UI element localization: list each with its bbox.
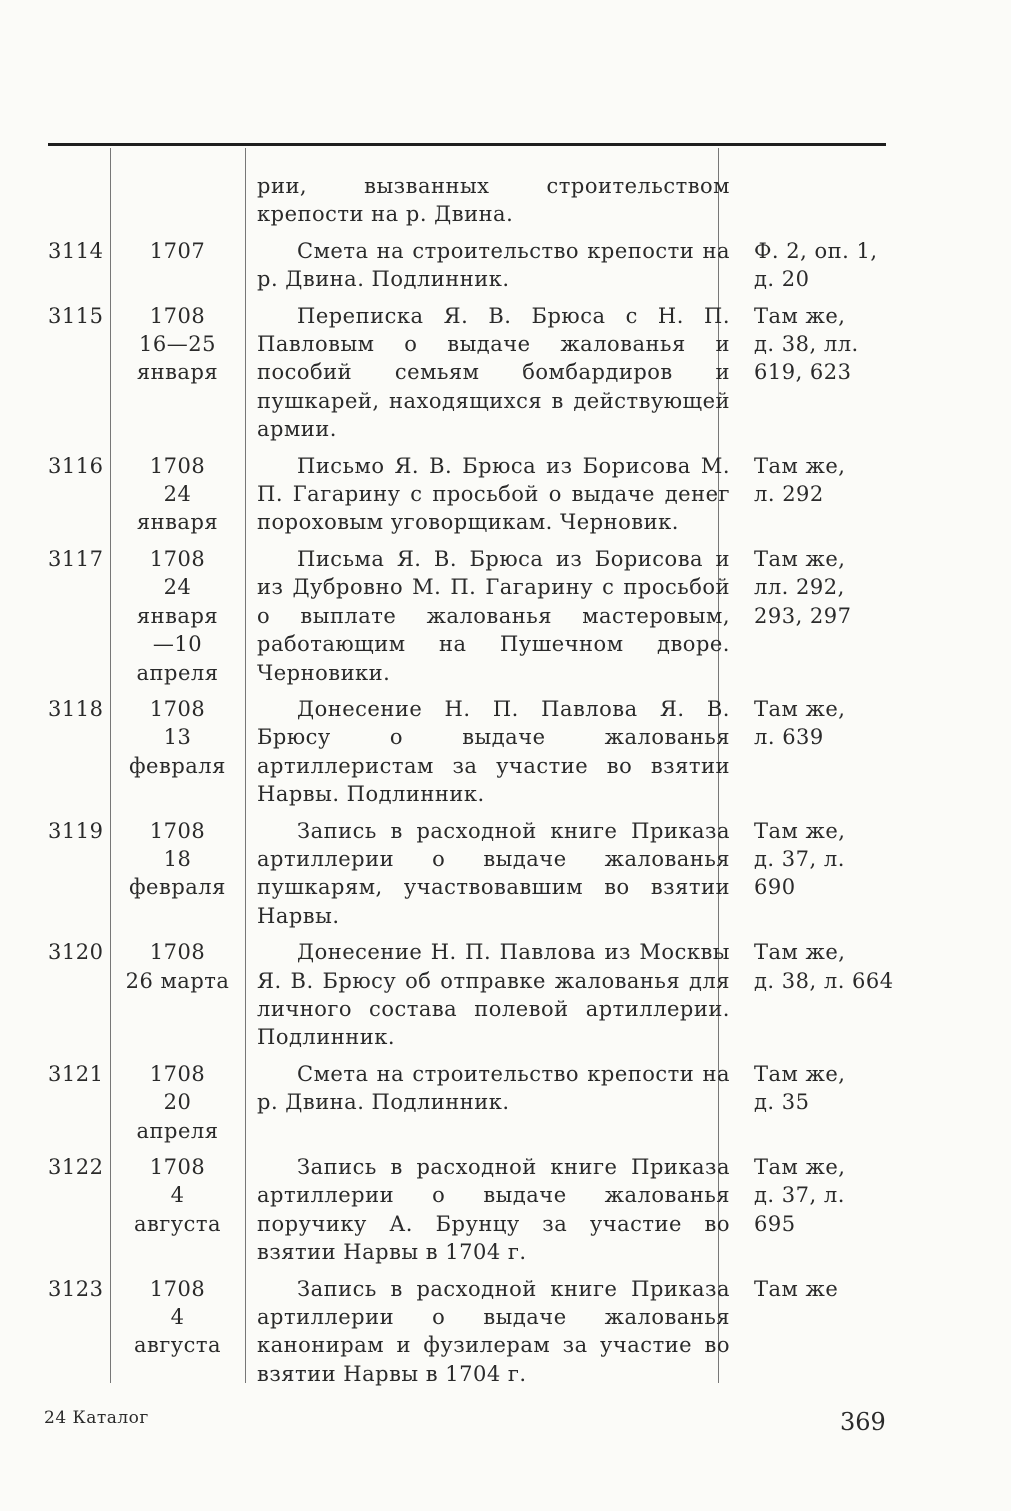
reference-line: 690 <box>754 875 796 900</box>
archive-reference <box>740 1275 922 1397</box>
entry-number: 3116 <box>48 453 104 478</box>
entry-date <box>110 1060 245 1153</box>
date-line: 26 марта <box>125 968 230 993</box>
description-text: Письма Я. В. Брюса из Борисова и из Дубровно М. П. Гагарину с просьбой о выплате жалованья мастеровым, работающим на Пушечном дворе. Черновики. <box>257 546 730 685</box>
catalog-entry <box>48 172 922 237</box>
reference-line: д. 20 <box>754 267 810 292</box>
date-line: 13 <box>163 725 192 750</box>
description-text: Письмо Я. В. Брюса из Борисова М. П. Гагарину с просьбой о выдаче денег пороховым уговорщикам. Черновик. <box>257 453 730 535</box>
entry-description <box>245 545 740 695</box>
reference-line: д. 38, л. 664 <box>754 968 894 993</box>
reference-line: д. 37, л. <box>754 1183 845 1208</box>
reference-line: Там же, <box>754 1061 846 1086</box>
archive-reference <box>740 817 922 939</box>
date-line: 20 <box>163 1090 192 1115</box>
entry-description <box>245 817 740 939</box>
entry-number: 3115 <box>48 303 104 328</box>
entry-description <box>245 1153 740 1275</box>
reference-line: Там же, <box>754 818 846 843</box>
reference-line: Ф. 2, оп. 1, <box>754 238 878 263</box>
entry-date <box>110 938 245 1060</box>
entry-number: 3117 <box>48 546 104 571</box>
reference-line: Там же, <box>754 940 846 965</box>
description-text: Переписка Я. В. Брюса с Н. П. Павловым о выдаче жалованья и пособий семьям бомбардиров и пушкарей, находящихся в действующей армии. <box>257 303 730 442</box>
reference-line: д. 37, л. <box>754 846 845 871</box>
description-text: Запись в расходной книге Приказа артиллерии о выдаче жалованья канонирам и фузилерам за участие во взятии Нарвы в 1704 г. <box>257 1276 730 1386</box>
date-line: февраля <box>129 875 226 900</box>
entry-number: 3114 <box>48 238 104 263</box>
archive-reference <box>740 452 922 545</box>
description-text: Смета на строительство крепости на р. Двина. Подлинник. <box>257 238 730 292</box>
reference-line: 293, 297 <box>754 603 852 628</box>
description-text: Запись в расходной книге Приказа артиллерии о выдаче жалованья пушкарям, участвовавшим во взятии Нарвы. <box>257 818 730 928</box>
catalog-entry <box>48 545 922 695</box>
reference-line: Там же, <box>754 1155 846 1179</box>
date-line: 1708 <box>149 1276 206 1301</box>
entry-description <box>245 1060 740 1153</box>
page-number: 369 <box>840 1408 886 1436</box>
entry-number: 3123 <box>48 1276 104 1301</box>
catalog-table <box>48 172 922 1396</box>
reference-line: Там же, <box>754 303 846 328</box>
top-rule <box>48 143 886 146</box>
description-text: Запись в расходной книге Приказа артиллерии о выдаче жалованья поручику А. Брунцу за участие во взятии Нарвы в 1704 г. <box>257 1155 730 1265</box>
entry-date <box>110 172 245 237</box>
entry-date <box>110 237 245 302</box>
catalog-entry <box>48 938 922 1060</box>
catalog-entry <box>48 1060 922 1153</box>
date-line: 1708 <box>149 303 206 328</box>
catalog-entry <box>48 695 922 817</box>
entry-date <box>110 817 245 939</box>
date-line: августа <box>133 1333 222 1358</box>
entry-date <box>110 695 245 817</box>
date-line: 1708 <box>149 1155 206 1179</box>
reference-line: л. 292 <box>754 482 824 507</box>
reference-line: л. 639 <box>754 725 824 750</box>
entry-number: 3120 <box>48 940 104 965</box>
date-line: 1707 <box>149 238 206 263</box>
description-text: Донесение Н. П. Павлова из Москвы Я. В. Брюсу об отправке жалованья для личного состава полевой артиллерии. Подлинник. <box>257 940 730 1050</box>
entry-number: 3118 <box>48 696 104 721</box>
reference-line: Там же, <box>754 696 846 721</box>
archive-reference <box>740 938 922 1060</box>
date-line: 1708 <box>149 546 206 571</box>
reference-line: 695 <box>754 1211 796 1236</box>
date-line: 1708 <box>149 696 206 721</box>
entry-date <box>110 302 245 452</box>
catalog-entry <box>48 452 922 545</box>
entry-date <box>110 545 245 695</box>
date-line: апреля <box>136 660 219 685</box>
reference-line: 619, 623 <box>754 360 852 385</box>
catalog-entry <box>48 1153 922 1275</box>
entry-description <box>245 172 740 237</box>
archive-reference <box>740 1153 922 1275</box>
entry-description <box>245 452 740 545</box>
entry-description <box>245 302 740 452</box>
description-text: Смета на строительство крепости на р. Двина. Подлинник. <box>257 1061 730 1115</box>
date-line: февраля <box>129 753 226 778</box>
archive-reference <box>740 237 922 302</box>
entry-description <box>245 1275 740 1397</box>
catalog-entry <box>48 302 922 452</box>
printer-signature: 24 Каталог <box>44 1408 149 1428</box>
archive-reference <box>740 172 922 237</box>
description-text: рии, вызванных строительством крепости на р. Двина. <box>257 174 730 227</box>
date-line: 1708 <box>149 1061 206 1086</box>
reference-line: Там же, <box>754 453 846 478</box>
date-line: января <box>136 360 219 385</box>
reference-line: Там же <box>754 1276 839 1301</box>
entry-number: 3121 <box>48 1061 104 1086</box>
date-line: 1708 <box>149 940 206 965</box>
entry-description <box>245 695 740 817</box>
date-line: 24 <box>163 482 192 507</box>
reference-line: Там же, <box>754 546 846 571</box>
date-line: января <box>136 510 219 535</box>
entry-number: 3119 <box>48 818 104 843</box>
reference-line: д. 38, лл. <box>754 332 859 357</box>
date-line: 1708 <box>149 453 206 478</box>
catalog-entry <box>48 237 922 302</box>
archive-reference <box>740 302 922 452</box>
entry-number <box>48 172 110 237</box>
entry-date <box>110 1275 245 1397</box>
entry-date <box>110 452 245 545</box>
catalog-entry <box>48 1275 922 1397</box>
archive-reference <box>740 695 922 817</box>
reference-line: д. 35 <box>754 1090 810 1115</box>
date-line: 16—25 <box>139 332 216 357</box>
date-line: —10 <box>152 632 203 657</box>
date-line: августа <box>133 1211 222 1236</box>
date-line: 1708 <box>149 818 206 843</box>
description-text: Донесение Н. П. Павлова Я. В. Брюсу о выдаче жалованья артиллеристам за участие во взятии Нарвы. Подлинник. <box>257 696 730 807</box>
entry-description <box>245 938 740 1060</box>
entry-date <box>110 1153 245 1275</box>
catalog-entry <box>48 817 922 939</box>
date-line: апреля <box>136 1118 219 1143</box>
date-line: 24 <box>163 575 192 600</box>
archive-reference <box>740 1060 922 1153</box>
reference-line: лл. 292, <box>754 575 845 600</box>
date-line: января <box>136 603 219 628</box>
entry-number: 3122 <box>48 1155 104 1179</box>
entry-description <box>245 237 740 302</box>
catalog-rows <box>48 172 922 1396</box>
archive-reference <box>740 545 922 695</box>
date-line: 18 <box>163 846 192 871</box>
date-line: 4 <box>170 1183 185 1208</box>
date-line: 4 <box>170 1305 185 1330</box>
